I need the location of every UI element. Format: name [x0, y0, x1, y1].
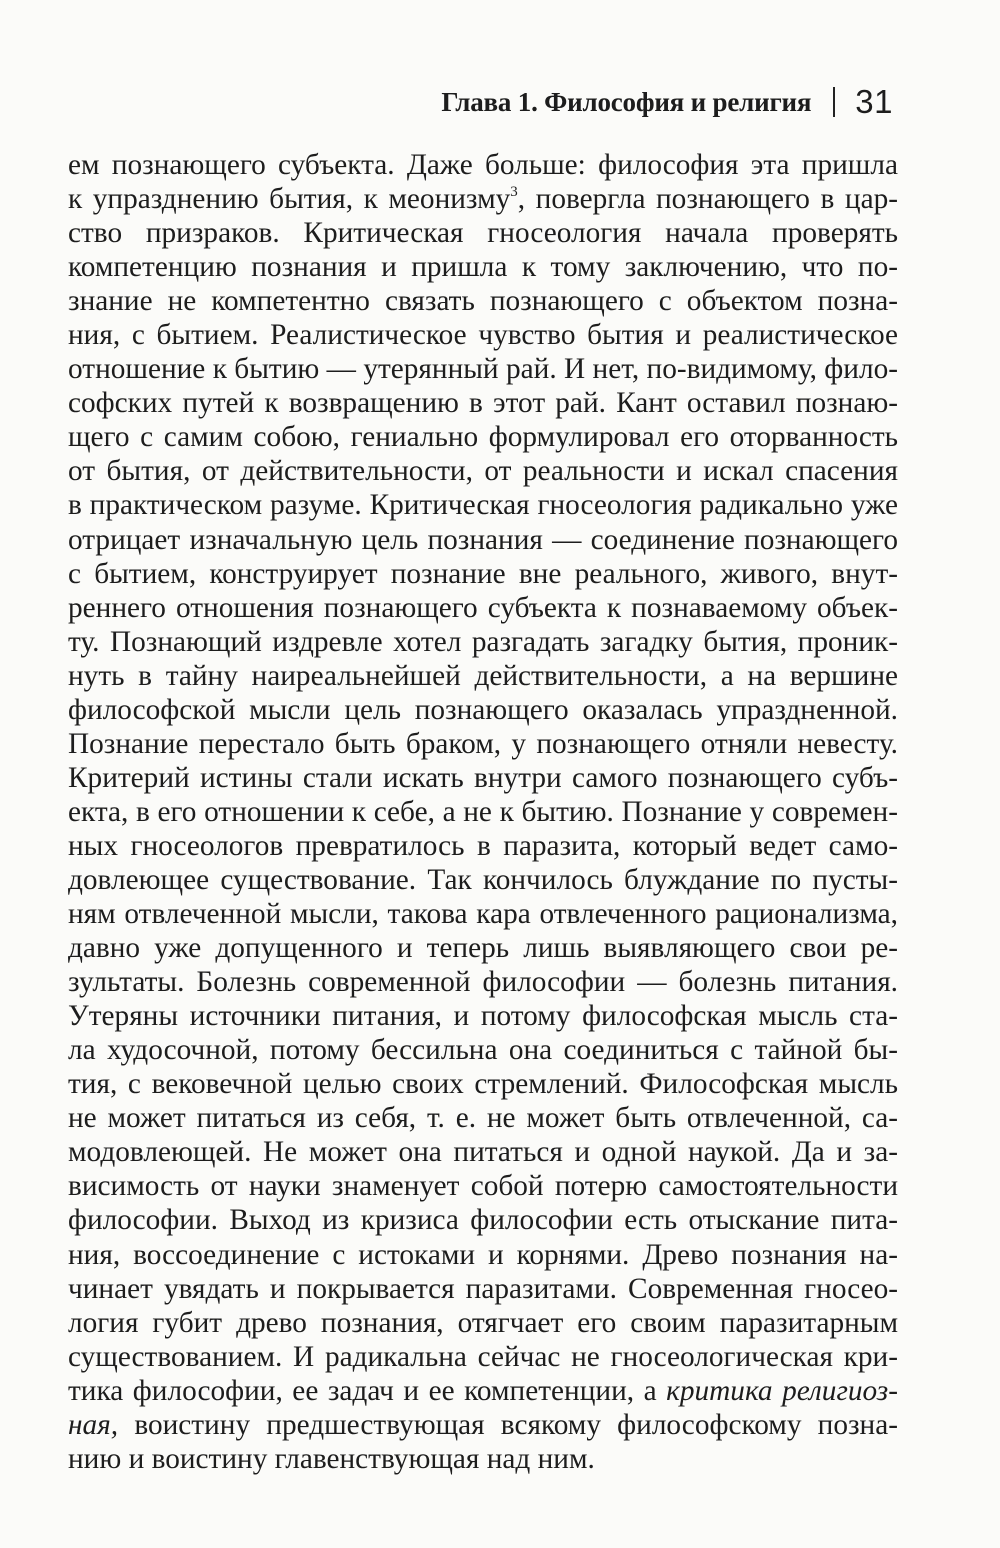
text-line: отношение к бытию — утерянный рай. И нет, по-видимому, фило- — [68, 353, 898, 386]
text-line: софских путей к возвращению в этот рай. Кант оставил познаю- — [68, 387, 898, 420]
text-line: висимость от науки знаменует собой потерю самостоятельности — [68, 1170, 898, 1203]
text-line: ния, воссоединение с истоками и корнями. Древо познания на- — [68, 1238, 898, 1271]
text-line: в практическом разуме. Критическая гносеология радикально уже — [68, 489, 898, 522]
text-line: логия губит древо познания, отягчает его своим паразитарным — [68, 1306, 898, 1339]
text-line: екта, в его отношении к себе, а не к бытию. Познание у современ- — [68, 795, 898, 828]
text-line: с бытием, конструирует познание вне реального, живого, внут- — [68, 557, 898, 590]
text-line: ния, с бытием. Реалистическое чувство бытия и реалистическое — [68, 319, 898, 352]
text-line: ням отвлеченной мысли, такова кара отвлеченного рационализма, — [68, 898, 898, 931]
text-line: ство призраков. Критическая гносеология начала проверять — [68, 217, 898, 250]
text-line: модовлеющей. Не может она питаться и одной наукой. Да и за- — [68, 1136, 898, 1169]
header-separator — [833, 87, 835, 117]
italic-emphasis: критика религиоз- — [666, 1374, 898, 1407]
text-line: компетенцию познания и пришла к тому заключению, что по- — [68, 251, 898, 284]
chapter-title: Глава 1. Философия и религия — [441, 86, 812, 117]
text-line: тия, с вековечной целью своих стремлений. Философская мысль — [68, 1068, 898, 1101]
text-line: ла худосочной, потому бессильна она соединиться с тайной бы- — [68, 1034, 898, 1067]
text-line: нуть в тайну наиреальнейшей действительности, а на вершине — [68, 659, 898, 692]
text-line: зультаты. Болезнь современной философии — болезнь питания. — [68, 966, 898, 999]
running-header — [67, 78, 893, 126]
text-line: Познание перестало быть браком, у познающего отняли невесту. — [68, 727, 898, 760]
text-line: Утеряны источники питания, и потому философская мысль ста- — [68, 1000, 898, 1033]
text-line: тика философии, ее задач и ее компетенции, а критика религиоз- — [68, 1374, 898, 1407]
text-line: не может питаться из себя, т. е. не может быть отвлеченной, са- — [68, 1102, 898, 1135]
text-line: ная, воистину предшествующая всякому философскому позна- — [68, 1408, 898, 1441]
text-line: философии. Выход из кризиса философии есть отыскание пита- — [68, 1204, 898, 1237]
text-line: Критерий истины стали искать внутри самого познающего субъ- — [68, 761, 898, 794]
text-line: довлеющее существование. Так кончилось блуждание по пусты- — [68, 863, 898, 896]
text-line: реннего отношения познающего субъекта к познаваемому объек- — [68, 591, 898, 624]
text-line: ных гносеологов превратилось в паразита, который ведет само- — [68, 829, 898, 862]
text-line: давно уже допущенного и теперь лишь выявляющего свои ре- — [68, 932, 898, 965]
text-line: существованием. И радикальна сейчас не гносеологическая кри- — [68, 1340, 898, 1373]
text-line: ту. Познающий издревле хотел разгадать загадку бытия, проник- — [68, 625, 898, 658]
text-line: философской мысли цель познающего оказалась упраздненной. — [68, 693, 898, 726]
page-number: 31 — [855, 83, 893, 120]
text-line: чинает увядать и покрывается паразитами. Современная гносео- — [68, 1272, 898, 1305]
italic-emphasis: ная, — [68, 1408, 119, 1441]
text-line: к упразднению бытия, к меонизму$^3$, повергла познающего в цар- — [68, 183, 898, 216]
text-line: отрицает изначальную цель познания — соединение познающего — [68, 523, 898, 556]
body-text — [68, 148, 898, 1476]
text-line: щего с самим собою, гениально формулировал его оторванность — [68, 421, 898, 454]
text-line: знание не компетентно связать познающего с объектом позна- — [68, 285, 898, 318]
text-line: от бытия, от действительности, от реальности и искал спасения — [68, 455, 898, 488]
text-line: нию и воистину главенствующая над ним. — [68, 1442, 595, 1475]
footnote-mark: 3 — [510, 184, 518, 201]
text-line: ем познающего субъекта. Даже больше: философия эта пришла — [68, 149, 898, 181]
